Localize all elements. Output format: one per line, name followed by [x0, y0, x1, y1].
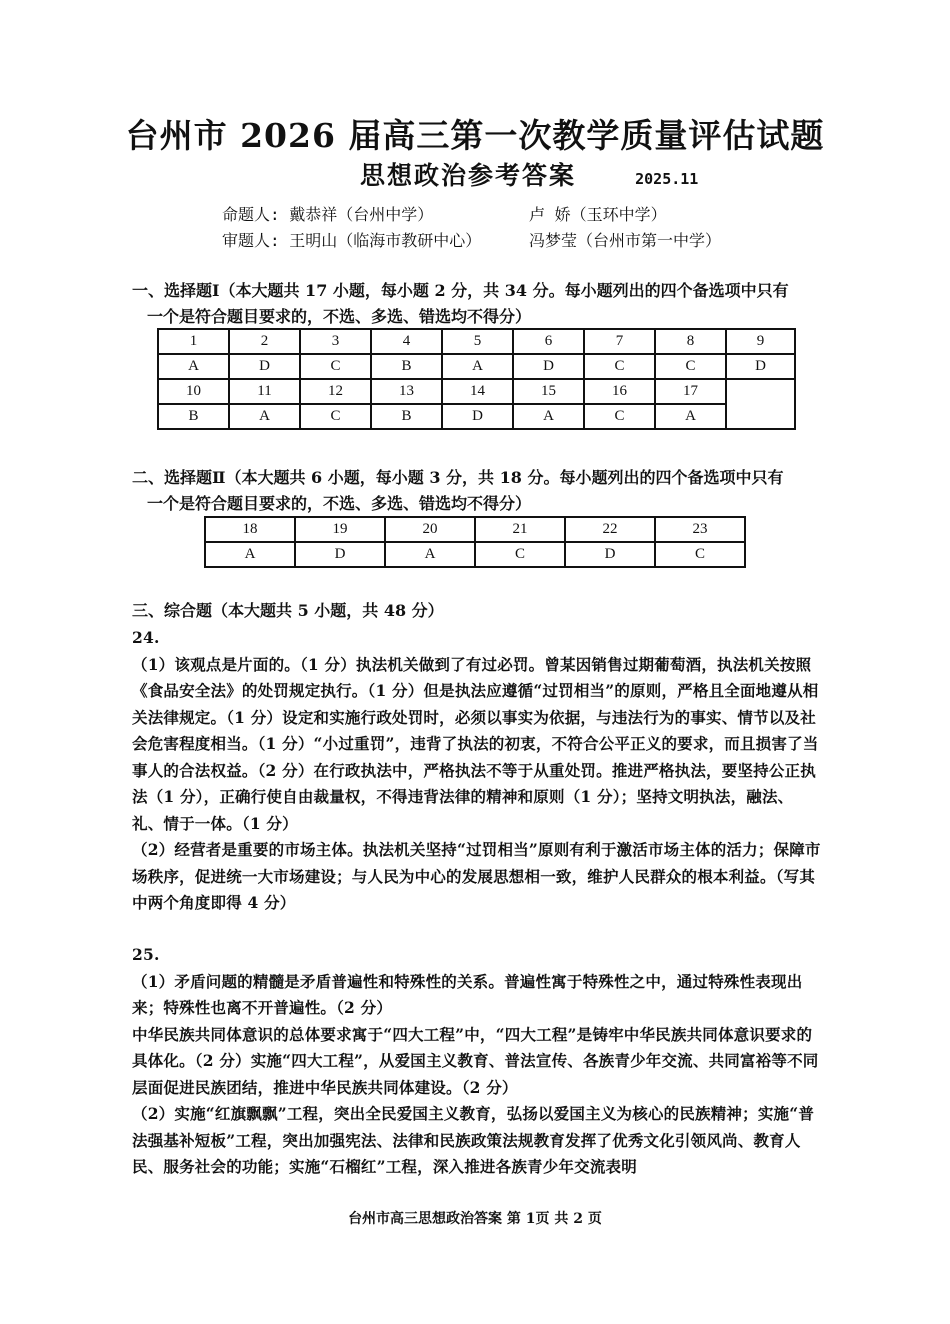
- answer-cell: A: [442, 354, 513, 379]
- answer-paragraph: （1）该观点是片面的。（1 分）执法机关做到了有过必罚。曾某因销售过期葡萄酒，执法机关按照《食品安全法》的处罚规定执行。（1 分）但是执法应遵循“过罚相当”的原则，严格且全面地遵从相关法律规定。（1 分）设定和实施行政处罚时，必须以事实为依据，与违法行为的事实、情节以及社会危害程度相当。（1 分）“小过重罚”，违背了执法的初衷，不符合公平正义的要求，而且损害了当事人的合法权益。（2 分）在行政执法中，严格执法不等于从重处罚。推进严格执法，要坚持公正执法（1 分），正确行使自由裁量权，不得违背法律的精神和原则（1 分）；坚持文明执法，融法、礼、情于一体。（1 分）: [132, 654, 819, 833]
- answer-cell: A: [229, 404, 300, 429]
- question-number: 24.: [132, 628, 160, 647]
- question-number: 18: [205, 517, 295, 542]
- table-row: [205, 542, 745, 567]
- answer-cell: D: [726, 354, 795, 379]
- answer-cell: A: [513, 404, 584, 429]
- question-number: 12: [300, 379, 371, 404]
- question-number: 19: [295, 517, 385, 542]
- question-number: 3: [300, 329, 371, 354]
- question-number: 25.: [132, 945, 160, 964]
- section2-heading-line1: 二、选择题Ⅱ（本大题共 6 小题，每小题 3 分，共 18 分。每小题列出的四个备选项中只有: [132, 468, 784, 487]
- question-number: 4: [371, 329, 442, 354]
- question-number: 9: [726, 329, 795, 354]
- question-number: 11: [229, 379, 300, 404]
- question-number: 15: [513, 379, 584, 404]
- answer-cell: C: [300, 404, 371, 429]
- page-title: 台州市 2026 届高三第一次教学质量评估试题: [125, 116, 825, 155]
- question-number: 22: [565, 517, 655, 542]
- question-number: 14: [442, 379, 513, 404]
- question-number: 20: [385, 517, 475, 542]
- section2-answer-table: [204, 516, 746, 568]
- answer-cell: B: [371, 404, 442, 429]
- subtitle: 思想政治参考答案: [360, 161, 577, 190]
- question-number: 6: [513, 329, 584, 354]
- proposer-1: 命题人: 戴恭祥（台州中学）: [222, 205, 434, 224]
- answer-paragraph: 中华民族共同体意识的总体要求寓于“四大工程”中，“四大工程”是铸牢中华民族共同体意识要求的具体化。（2 分）实施“四大工程”，从爱国主义教育、普法宣传、各族青少年交流、共同富裕等不同层面促进民族团结，推进中华民族共同体建设。（2 分）: [132, 1024, 819, 1097]
- table-row: [158, 379, 795, 404]
- answer-cell: C: [475, 542, 565, 567]
- section3-heading: 三、综合题（本大题共 5 小题，共 48 分）: [132, 601, 444, 620]
- question-number: 13: [371, 379, 442, 404]
- answer-cell: D: [513, 354, 584, 379]
- section1-heading-line2: 一个是符合题目要求的，不选、多选、错选均不得分）: [147, 307, 532, 326]
- answer-paragraph: （2）实施“红旗飘飘”工程，突出全民爱国主义教育，弘扬以爱国主义为核心的民族精神；实施“普法强基补短板”工程，突出加强宪法、法律和民族政策法规教育发挥了优秀文化引领风尚、教育人民、服务社会的功能；实施“石榴红”工程，深入推进各族青少年交流表明: [132, 1104, 815, 1176]
- answer-paragraph: （2）经营者是重要的市场主体。执法机关坚持“过罚相当”原则有利于激活市场主体的活力；保障市场秩序，促进统一大市场建设；与人民为中心的发展思想相一致，维护人民群众的根本利益。（写其中两个角度即得 4 分）: [132, 840, 821, 912]
- answer-cell: D: [565, 542, 655, 567]
- answer-cell: D: [442, 404, 513, 429]
- section2-heading: [132, 465, 832, 517]
- question-25-answer: [132, 942, 822, 1181]
- answer-cell: A: [655, 404, 726, 429]
- answer-cell: C: [655, 354, 726, 379]
- reviewer-2: 冯梦莹（台州市第一中学）: [529, 231, 722, 250]
- question-number: 2: [229, 329, 300, 354]
- question-24-answer: [132, 625, 822, 917]
- section2-heading-line2: 一个是符合题目要求的，不选、多选、错选均不得分）: [147, 494, 532, 513]
- reviewer-1: 审题人: 王明山（临海市教研中心）: [222, 231, 482, 250]
- question-number: 17: [655, 379, 726, 404]
- answer-cell: B: [158, 404, 229, 429]
- answer-cell: D: [295, 542, 385, 567]
- empty-cell: [726, 379, 795, 429]
- author-row-proposers: [222, 202, 667, 225]
- question-number: 1: [158, 329, 229, 354]
- page-footer: 台州市高三思想政治答案 第 1页 共 2 页: [348, 1211, 602, 1227]
- answer-paragraph: （1）矛盾问题的精髓是矛盾普遍性和特殊性的关系。普遍性寓于特殊性之中，通过特殊性表现出来；特殊性也离不开普遍性。（2 分）: [132, 971, 803, 1017]
- question-number: 16: [584, 379, 655, 404]
- question-number: 8: [655, 329, 726, 354]
- section1-heading: [132, 278, 832, 330]
- question-number: 5: [442, 329, 513, 354]
- proposer-2: 卢 娇（玉环中学）: [529, 205, 667, 224]
- answer-cell: B: [371, 354, 442, 379]
- answer-cell: C: [584, 354, 655, 379]
- date: 2025.11: [635, 170, 699, 188]
- answer-cell: C: [300, 354, 371, 379]
- table-row: [158, 404, 795, 429]
- subtitle-row: [360, 156, 698, 192]
- answer-cell: A: [205, 542, 295, 567]
- answer-cell: D: [229, 354, 300, 379]
- table-row: [205, 517, 745, 542]
- section1-answer-table: [157, 328, 796, 430]
- table-row: [158, 329, 795, 354]
- answer-cell: C: [584, 404, 655, 429]
- answer-cell: A: [385, 542, 475, 567]
- question-number: 10: [158, 379, 229, 404]
- author-row-reviewers: [222, 228, 722, 251]
- section1-heading-line1: 一、选择题Ⅰ（本大题共 17 小题，每小题 2 分，共 34 分。每小题列出的四个备选项中只有: [132, 281, 789, 300]
- answer-cell: A: [158, 354, 229, 379]
- table-row: [158, 354, 795, 379]
- question-number: 21: [475, 517, 565, 542]
- answer-cell: C: [655, 542, 745, 567]
- question-number: 23: [655, 517, 745, 542]
- question-number: 7: [584, 329, 655, 354]
